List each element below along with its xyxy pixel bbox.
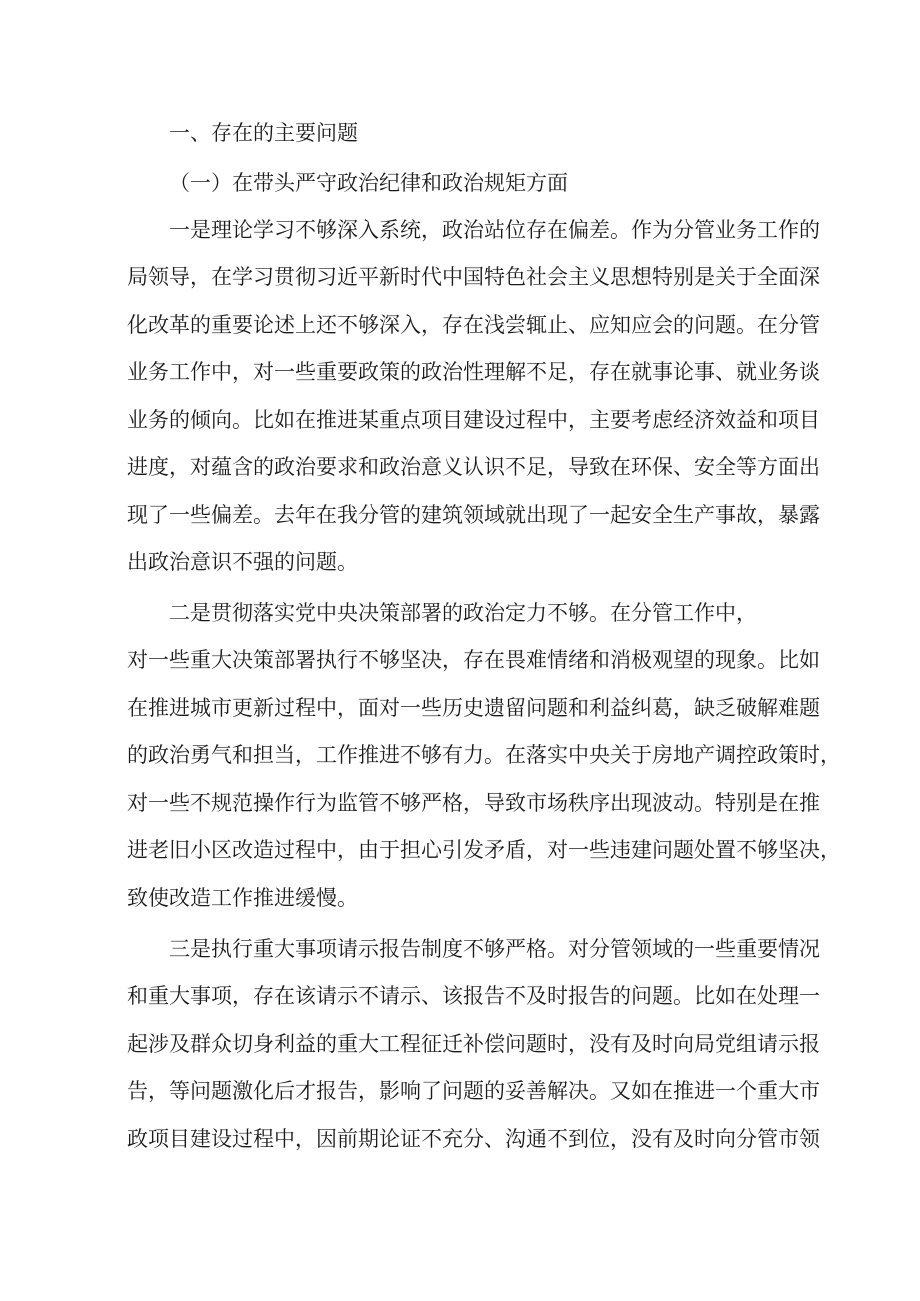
- subsection-heading: （一）在带头严守政治纪律和政治规矩方面: [169, 171, 568, 195]
- paragraph-3-line-3: 起涉及群众切身利益的重大工程征迁补偿问题时，没有及时向局党组请示报: [127, 1032, 820, 1056]
- paragraph-1-line-5: 业务的倾向。比如在推进某重点项目建设过程中，主要考虑经济效益和项目: [127, 408, 820, 432]
- paragraph-2-line-2: 对一些重大决策部署执行不够坚决，存在畏难情绪和消极观望的现象。比如: [127, 648, 820, 672]
- paragraph-2-line-3: 在推进城市更新过程中，面对一些历史遗留问题和利益纠葛，缺乏破解难题: [127, 696, 820, 720]
- paragraph-1-line-1: 一是理论学习不够深入系统，政治站位存在偏差。作为分管业务工作的: [169, 218, 820, 242]
- paragraph-2-line-6: 进老旧小区改造过程中，由于担心引发矛盾，对一些违建问题处置不够坚决，: [127, 838, 841, 862]
- paragraph-3-line-4: 告，等问题激化后才报告，影响了问题的妥善解决。又如在推进一个重大市: [127, 1079, 820, 1103]
- paragraph-1-line-8: 出政治意识不强的问题。: [127, 550, 358, 574]
- paragraph-1-line-6: 进度，对蕴含的政治要求和政治意义认识不足，导致在环保、安全等方面出: [127, 455, 820, 479]
- paragraph-1-line-2: 局领导，在学习贯彻习近平新时代中国特色社会主义思想特别是关于全面深: [127, 265, 820, 289]
- paragraph-3-line-5: 政项目建设过程中，因前期论证不充分、沟通不到位，没有及时向分管市领: [127, 1127, 820, 1151]
- paragraph-2-line-5: 对一些不规范操作行为监管不够严格，导致市场秩序出现波动。特别是在推: [127, 791, 820, 815]
- paragraph-2-line-4: 的政治勇气和担当，工作推进不够有力。在落实中央关于房地产调控政策时，: [127, 743, 841, 767]
- paragraph-3-line-1: 三是执行重大事项请示报告制度不够严格。对分管领域的一些重要情况: [169, 937, 820, 961]
- paragraph-2-line-7: 致使改造工作推进缓慢。: [127, 886, 358, 910]
- paragraph-1-line-7: 现了一些偏差。去年在我分管的建筑领域就出现了一起安全生产事故，暴露: [127, 503, 820, 527]
- paragraph-1-line-4: 业务工作中，对一些重要政策的政治性理解不足，存在就事论事、就业务谈: [127, 360, 820, 384]
- paragraph-1-line-3: 化改革的重要论述上还不够深入，存在浅尝辄止、应知应会的问题。在分管: [127, 313, 820, 337]
- section-heading: 一、存在的主要问题: [169, 121, 358, 145]
- paragraph-3-line-2: 和重大事项，存在该请示不请示、该报告不及时报告的问题。比如在处理一: [127, 984, 820, 1008]
- paragraph-2-line-1: 二是贯彻落实党中央决策部署的政治定力不够。在分管工作中，: [169, 601, 757, 625]
